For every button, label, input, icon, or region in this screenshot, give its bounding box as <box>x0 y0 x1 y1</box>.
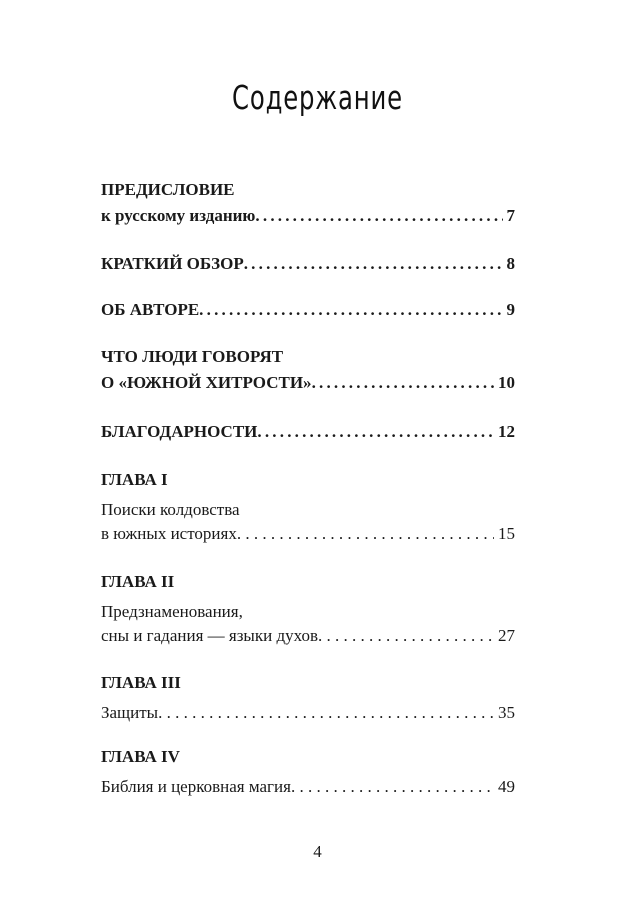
dot-leader <box>318 626 494 646</box>
toc-entry-acknowledgements[interactable] <box>101 422 515 442</box>
chapter-title-line: Поиски колдовства <box>101 500 240 519</box>
dot-leader <box>291 777 494 797</box>
chapter-title-line: Библия и церковная магия <box>101 777 291 796</box>
dot-leader <box>257 422 494 442</box>
dot-leader <box>237 524 494 544</box>
dot-leader <box>312 373 494 393</box>
chapter-title-line: в южных историях <box>101 524 237 543</box>
toc-entry-label: ЧТО ЛЮДИ ГОВОРЯТ <box>101 347 284 366</box>
toc-page-number: 27 <box>498 626 515 645</box>
toc-entry-label: БЛАГОДАРНОСТИ <box>101 422 258 441</box>
toc-page-number: 10 <box>498 373 515 392</box>
toc-page-number: 49 <box>498 777 515 796</box>
toc-entry-label: ПРЕДИСЛОВИЕ <box>101 180 235 199</box>
toc-page-number: 35 <box>498 703 515 722</box>
toc-page-number: 15 <box>498 524 515 543</box>
dot-leader <box>255 206 502 226</box>
toc-entry-foreword[interactable] <box>101 180 515 226</box>
chapter-heading: ГЛАВА II <box>101 572 175 591</box>
chapter-heading: ГЛАВА III <box>101 673 181 692</box>
toc-chapter-4[interactable] <box>101 747 515 797</box>
dot-leader <box>158 703 494 723</box>
page-number: 4 <box>313 842 322 861</box>
chapter-heading: ГЛАВА IV <box>101 747 180 766</box>
toc-page-number: 8 <box>506 254 515 273</box>
chapter-title-line: сны и гадания — языки духов <box>101 626 318 645</box>
dot-leader <box>199 300 502 320</box>
chapter-title-line: Защиты <box>101 703 159 722</box>
chapter-title-line: Предзнаменования, <box>101 602 243 621</box>
toc-page-number: 12 <box>498 422 515 441</box>
toc-chapter-2[interactable] <box>101 572 515 646</box>
toc-page-number: 7 <box>506 206 515 225</box>
page-title: Содержание <box>232 78 403 117</box>
toc-entry-label: КРАТКИЙ ОБЗОР <box>101 254 244 273</box>
toc-entry-about-author[interactable] <box>101 300 515 320</box>
toc-entry-reviews[interactable] <box>101 347 515 393</box>
toc-entry-label: к русскому изданию <box>101 206 256 225</box>
toc-entry-label: О «ЮЖНОЙ ХИТРОСТИ» <box>101 373 312 392</box>
toc-entry-overview[interactable] <box>101 254 515 274</box>
chapter-heading: ГЛАВА I <box>101 470 168 489</box>
toc-page-number: 9 <box>506 300 515 319</box>
toc-entry-label: ОБ АВТОРЕ <box>101 300 200 319</box>
toc-chapter-1[interactable] <box>101 470 515 544</box>
dot-leader <box>244 254 503 274</box>
toc-chapter-3[interactable] <box>101 673 515 723</box>
